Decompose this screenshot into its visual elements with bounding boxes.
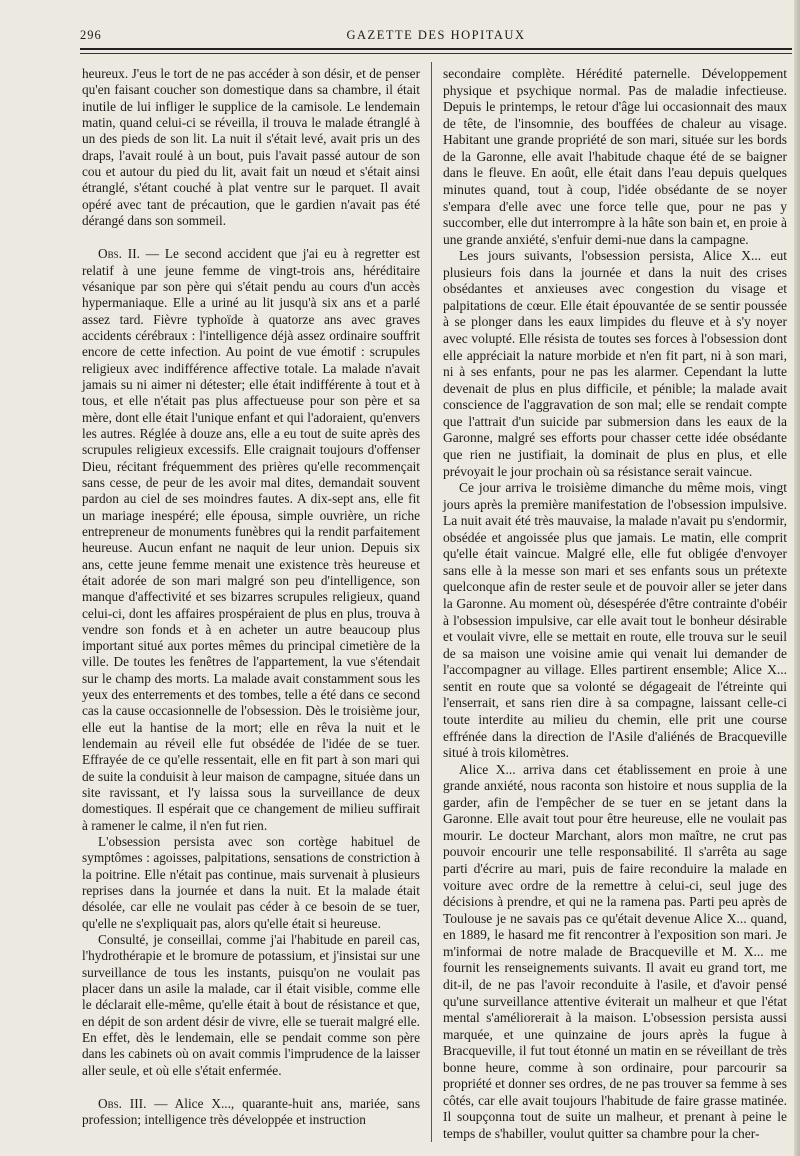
observation-2-label: Obs. II. [98, 246, 140, 262]
right-paragraph-3: Ce jour arriva le troisième dimanche du même mois, vingt jours après la première manifestation de l'obsession impulsive. La nuit avait été très mauvaise, la malade n'avait pu s'endormir, obsédée et angoissée plus que jamais. Le matin, elle comprit qu'elle était vaincue. Malgré elle, elle fut obligée d'envoyer sans elle à la messe son mari et ses enfants sous un prétexte quelconque afin de rester seule et de pouvoir aller se jeter dans la Garonne. Au moment où, désespérée d'être contrainte d'obéir à l'obsession impulsive, car elle avait tout le bonheur désirable et voulait vivre, elle se mettait en route, elle trouva sur le seuil de sa maison une voisine amie qui venait lui demander de l'accompagner au village. Elles partirent ensemble; Alice X... sentit en route que sa volonté se dégageait de l'étreinte qui l'enserrait, et sans rien dire à sa compagne, laissant celle-ci toute interdite au milieu du chemin, elle prit une course effrénée dans la direction de l'Asile d'aliénés de Bracqueville situé à trois kilomètres. [443, 480, 787, 761]
header-rule-thin [80, 53, 792, 54]
left-column [82, 66, 420, 1129]
column-divider [431, 62, 432, 1142]
page-number: 296 [80, 28, 102, 42]
right-paragraph-2: Les jours suivants, l'obsession persista, Alice X... eut plusieurs fois dans la journée et dans la nuit des crises obsédantes et anxieuses avec congestion du visage et palpitations de cœur. Elle était épouvantée de se sentir poussée à se plonger dans les eaux limpides du fleuve et à s'y noyer avec volupté. Elle résista de toutes ses forces à l'obsession dont elle appréciait la nature morbide et n'en fit part, ni à son mari, ni à ses enfants, pour ne pas les alarmer. Cependant la lutte devenait de plus en plus difficile, et pénible; la malade avait conscience de l'aggravation de son mal; elle se rendait compte que l'attrait d'un suicide par submersion dans les eaux de la Garonne, malgré ses efforts pour chasser cette idée obsédante que rien ne justifiait, la dominait de plus en plus, et elle prévoyait le jour prochain où sa résistance serait vaincue. [443, 248, 787, 479]
left-paragraph-3: L'obsession persista avec son cortège habituel de symptômes : agoisses, palpitations, sensations de constriction à la poitrine. Elle n'était pas continue, mais survenait à plusieurs reprises dans la journée et dans la nuit. Et la malade était désolée, car elle ne voulait pas céder à ce besoin de se tuer, qu'elle ne s'expliquait pas, alors qu'elle était si heureuse. [82, 834, 420, 931]
right-column [443, 66, 787, 1143]
observation-3-paragraph [82, 1096, 420, 1129]
observation-2-text: — Le second accident que j'ai eu à regretter est relatif à une jeune femme de vingt-trois ans, héréditaire vésanique par son père qui s'était pendu au cours d'un accès hypermaniaque. Elle a uriné au lit jusqu'à six ans et a parlé assez tard. Fièvre typhoïde à quatorze ans avec graves accidents cérébraux : l'intelligence déjà assez ordinaire souffrit encore de cette infection. Au point de vue émotif : scrupules religieux avec indifférence affective totale. La malade n'avait jamais su ni aimer ni détester; elle était indifférente à tout et à tous, et elle n'était pas plus affectueuse pour son père et sa mère, dont elle était l'unique enfant et qui l'adoraient, qu'envers les autres. Réglée à douze ans, elle a eu tout de suite après des scrupules religieux excessifs. Elle craignait toujours d'offenser Dieu, récitant fréquemment des prières qu'elle recommençait sans cesse, de peur de les avoir mal dites, demandait souvent pardon au ciel de ses moindres fautes. A dix-sept ans, elle fit un mariage inespéré; elle épousa, simple ouvrière, un riche entrepreneur de monuments funèbres qui la rendit parfaitement heureuse. Aucun enfant ne naquit de leur union. Depuis six ans, cette jeune femme menait une existence très heureuse et était adorée de son mari malgré son peu d'intelligence, son manque d'affectivité et ses bizarres scrupules religieux, quand celui-ci, dont les affaires prospéraient de plus en plus, trouva à vendre son fonds et à en acheter un autre beaucoup plus important situé aux portes mêmes du principal cimetière de la ville. De toutes les fenêtres de l'appartement, la vue s'étendait sur le champ des morts. La malade avait constamment sous les yeux des enterrements et des tombes, telle a été dans ce second cas la cause occasionnelle de l'obsession. Dès le troisième jour, elle eut la hantise de la mort; elle en rêva la nuit et le lendemain au réveil elle fut obsédée de l'idée de se tuer. Effrayée de ce qu'elle ressentait, elle en fit part à son mari qui de suite la conduisit à leur maison de campagne, située dans un site ravissant, et l'y laissa sous la surveillance de deux domestiques. Il espérait que ce changement de milieu suffirait à ramener le calme, il n'en fut rien. [82, 246, 420, 833]
right-paragraph-1: secondaire complète. Hérédité paternelle. Développement physique et psychique normal. Pas de maladie infectieuse. Depuis le printemps, le retour d'âge lui occasionnait des maux de tête, de l'insomnie, des bouffées de chaleur au visage. Habitant une grande propriété de son mari, située sur les bords de la Garonne, elle avait l'habitude chaque été de se baigner dans le fleuve. En août, elle était dans l'eau depuis quelques minutes quand, tout à coup, l'idée obsédante de se noyer s'empara d'elle avec une force telle que, pour ne pas y succomber, elle dut interrompre à la hâte son bain et, en proie à une grande anxiété, s'enfuir demi-nue dans la campagne. [443, 66, 787, 247]
left-paragraph-1: heureux. J'eus le tort de ne pas accéder à son désir, et de penser qu'en faisant coucher son domestique dans sa chambre, il était inutile de lui infliger le supplice de la camisole. Le lendemain matin, quand celui-ci se réveilla, il trouva le malade étranglé à un des pieds de son lit. La nuit il s'était levé, avait pris un des draps, l'avait roulé à un bout, puis l'avait passé autour de son cou et autour du pied du lit, avait fait un nœud et s'était ainsi étranglé, s'étant couché à plat ventre sur le parquet. Il avait opéré avec tant de précaution, que le gardien n'avait pas été dérangé dans son sommeil. [82, 66, 420, 228]
observation-3-label: Obs. III. [98, 1096, 147, 1112]
observation-3-text: — Alice X..., quarante-huit ans, mariée, sans profession; intelligence très développée et instruction [82, 1096, 420, 1128]
page-edge-shadow [794, 0, 800, 1156]
journal-title: GAZETTE DES HOPITAUX [346, 28, 526, 42]
left-paragraph-4: Consulté, je conseillai, comme j'ai l'habitude en pareil cas, l'hydrothérapie et le bromure de potassium, et j'insistai sur une surveillance de tous les instants, puisqu'on ne voulait pas placer dans un asile la malade, car il était visible, comme elle le déclarait elle-même, qu'elle était à bout de résistance et que, en dépit de son ardent désir de vivre, elle se tuerait malgré elle. En effet, dès le lendemain, elle se pendait comme son père dans les cabinets où on avait commis l'imprudence de la laisser aller seule, et où elle s'était enfermée. [82, 932, 420, 1078]
observation-2-paragraph [82, 246, 420, 834]
page-header [80, 22, 792, 46]
header-rule-thick [80, 48, 792, 50]
right-paragraph-4: Alice X... arriva dans cet établissement en proie à une grande anxiété, nous raconta son histoire et nous supplia de la garder, afin de l'empêcher de se tuer en se jetant dans la Garonne. Elle avait tout pour être heureuse, elle ne voulait pas mourir. Le docteur Marchant, alors mon maître, ne crut pas pouvoir encourir une telle responsabilité. Il s'arrêta au sage parti d'écrire au mari, puis de faire reconduire la malade en voiture avec ordre de la remettre à celui-ci, seul juge des décisions à prendre, et qui ne la ramena pas. Parti peu après de Toulouse je ne savais pas ce qu'était devenue Alice X... quand, en 1889, le hasard me fit rencontrer à l'exposition son mari. Je m'informai de notre malade de Bracqueville et M. X... me fournit les renseignements suivants. Il avait eu grand tort, me dit-il, de ne pas l'avoir reconduite à l'asile, et d'avoir pensé qu'une surveillance attentive éviterait un malheur et que l'état mental s'améliorerait à la maison. L'obsession persista aussi marquée, et une quinzaine de jours après la fugue à Bracqueville, il fut tout étonné un matin en se réveillant de très bonne heure, comme à son ordinaire, pour parcourir sa propriété et donner ses ordres, de ne pas trouver sa femme à ses côtés, car elle avait toujours l'habitude de faire grasse matinée. Il soupçonna tout de suite un malheur, et prenant à peine le temps de s'habiller, voulut quitter sa chambre pour la cher- [443, 761, 787, 1141]
